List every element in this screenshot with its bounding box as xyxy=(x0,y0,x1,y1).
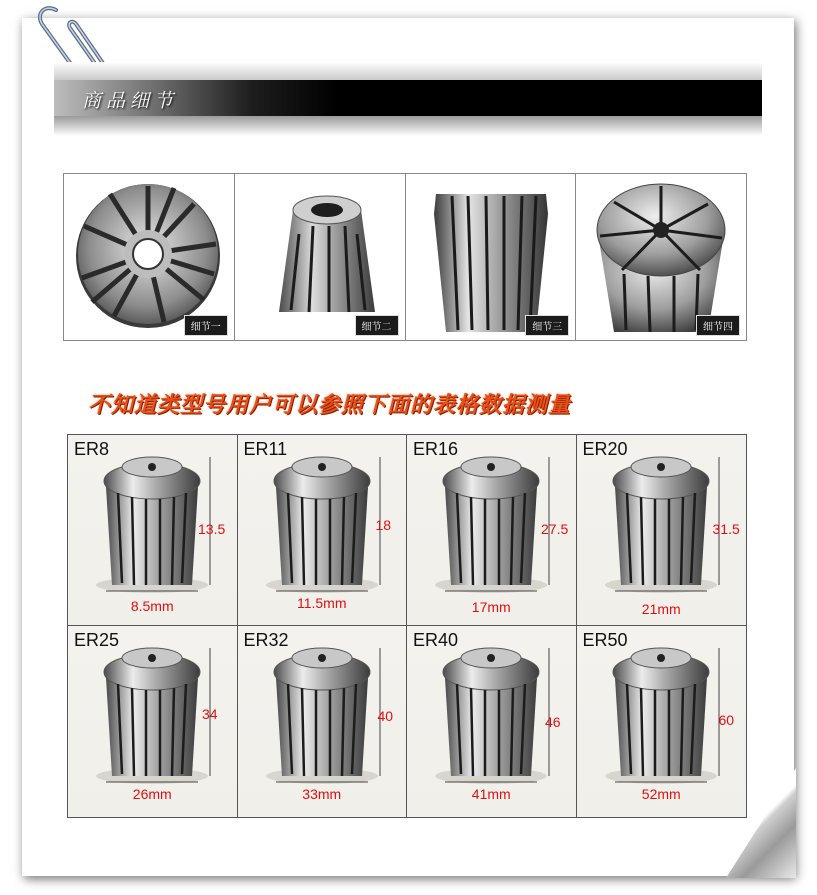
collet-model: ER20 xyxy=(582,439,628,459)
collet-cell-er16 xyxy=(407,435,577,626)
collet-height: 31.5 xyxy=(712,521,740,537)
collet-height: 46 xyxy=(545,714,561,730)
collet-diameter: 33mm xyxy=(302,786,342,802)
collet-model: ER50 xyxy=(582,630,628,650)
collet-diameter: 41mm xyxy=(471,786,511,802)
detail-label: 细节一 xyxy=(184,315,228,336)
section-banner xyxy=(54,62,762,138)
detail-photo-2 xyxy=(235,174,406,340)
collet-height: 18 xyxy=(375,517,392,533)
detail-photo-4 xyxy=(576,174,746,340)
detail-label: 细节三 xyxy=(525,315,569,336)
collet-model: ER40 xyxy=(413,630,459,650)
collet-cell-er11 xyxy=(238,435,408,626)
banner-title: 商品细节 xyxy=(82,90,179,112)
detail-photo-3 xyxy=(406,174,577,340)
collet-cell-er25 xyxy=(68,626,238,817)
collet-diameter: 8.5mm xyxy=(130,598,174,614)
collet-model: ER16 xyxy=(413,439,459,459)
collet-cell-er40 xyxy=(407,626,577,817)
collet-model: ER11 xyxy=(243,439,288,459)
collet-cell-er20 xyxy=(577,435,747,626)
collet-cell-er8 xyxy=(68,435,238,626)
measure-headline: 不知道类型号用户可以参照下面的表格数据测量 xyxy=(88,392,572,418)
detail-gallery xyxy=(63,173,747,341)
detail-photo-1 xyxy=(64,174,235,340)
collet-height: 27.5 xyxy=(541,521,569,537)
collet-diameter: 21mm xyxy=(641,601,681,617)
detail-label: 细节二 xyxy=(355,315,399,336)
detail-label: 细节四 xyxy=(696,315,740,336)
collet-diameter: 17mm xyxy=(471,599,511,615)
collet-height: 40 xyxy=(377,708,394,724)
collet-diameter: 11.5mm xyxy=(296,595,347,611)
collet-model: ER32 xyxy=(243,630,289,650)
collet-diameter: 52mm xyxy=(641,786,681,802)
collet-height: 34 xyxy=(202,706,218,722)
collet-height: 60 xyxy=(718,712,735,728)
collet-model: ER25 xyxy=(74,630,120,650)
collet-diameter: 26mm xyxy=(132,786,172,802)
collet-cell-er50 xyxy=(577,626,747,817)
collet-cell-er32 xyxy=(238,626,408,817)
collet-model: ER8 xyxy=(74,439,110,459)
collet-size-table xyxy=(67,434,747,818)
collet-height: 13.5 xyxy=(198,521,226,537)
